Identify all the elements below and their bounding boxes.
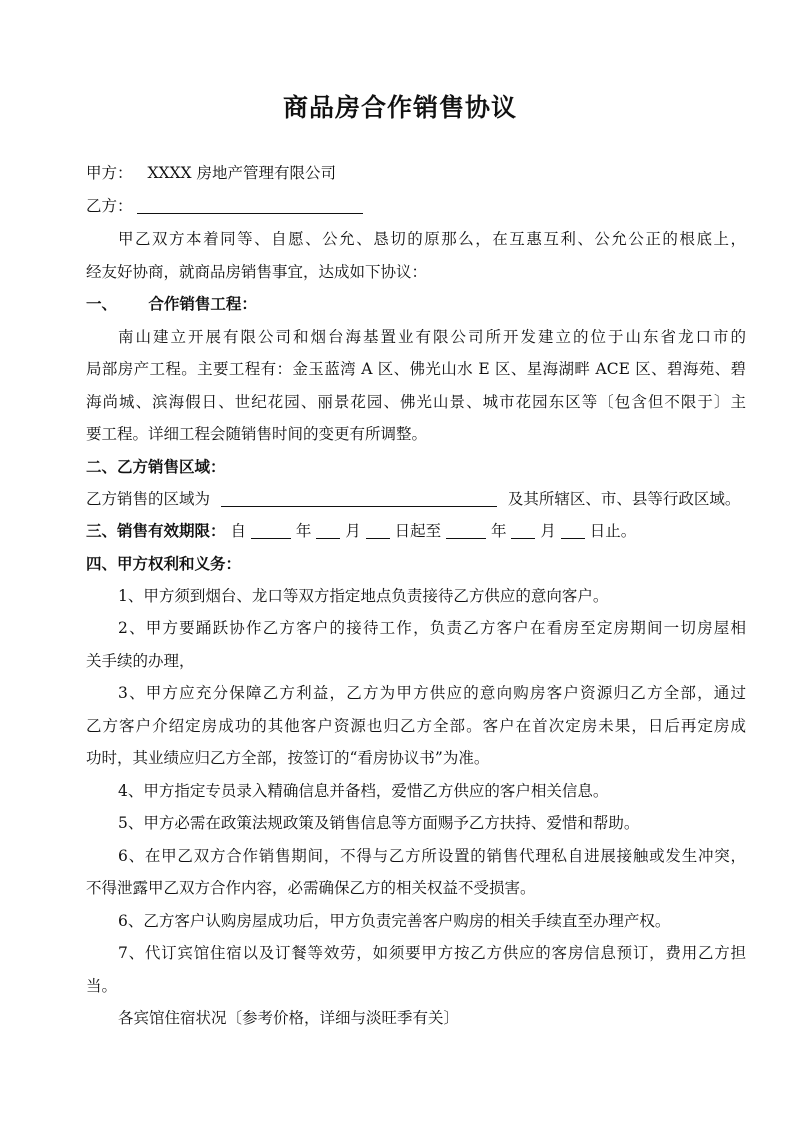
section2-line — [86, 489, 746, 509]
section4-item-4: 4、甲方指定专员录入精确信息并备档，爱惜乙方供应的客户相关信息。 — [118, 782, 609, 800]
section4-item-8-line-2: 当。 — [86, 977, 118, 995]
party-a-label: 甲方： — [86, 164, 133, 182]
section4-item-7: 6、乙方客户认购房屋成功后，甲方负责完善客户购房的相关手续直至办理产权。 — [118, 912, 671, 930]
document-title: 商品房合作销售协议 — [282, 93, 517, 122]
section4-item-6-line-2: 不得泄露甲乙双方合作内容，必需确保乙方的相关权益不受损害。 — [86, 879, 536, 897]
end-day-blank — [561, 522, 585, 539]
hotel-note: 各宾馆住宿状况〔参考价格，详细与淡旺季有关〕 — [118, 1009, 460, 1027]
section3-line — [86, 521, 746, 541]
section3-heading: 三、销售有效期限： — [86, 521, 226, 540]
section4-item-2-line-2: 关手续的办理， — [86, 652, 195, 670]
intro-line-1: 甲乙双方本着同等、自愿、公允、恳切的原那么，在互惠互利、公允公正的根底上， — [118, 230, 746, 248]
party-b-line — [86, 196, 746, 216]
end-year-blank — [446, 522, 486, 539]
section3-year-1: 年 — [295, 522, 312, 540]
start-month-blank — [316, 522, 340, 539]
section1-number: 一、 — [86, 294, 118, 313]
party-b-blank — [137, 197, 363, 214]
section3-year-2: 年 — [491, 522, 507, 540]
section2-suffix: 及其所辖区、市、县等行政区域。 — [507, 490, 741, 508]
section3-to: 日起至 — [394, 522, 442, 540]
section4-item-1: 1、甲方须到烟台、龙口等双方指定地点负责接待乙方供应的意向客户。 — [118, 587, 609, 605]
section2-region-blank — [221, 490, 497, 507]
party-a-name: XXXX 房地产管理有限公司 — [147, 164, 337, 182]
section3-from: 自 — [230, 522, 246, 540]
start-day-blank — [366, 522, 390, 539]
party-a-line — [86, 163, 746, 183]
section4-item-6-line-1: 6、在甲乙双方合作销售期间，不得与乙方所设置的销售代理私自进展接触或发生冲突， — [118, 847, 746, 865]
intro-line-2: 经友好协商，就商品房销售事宜，达成如下协议： — [86, 263, 428, 281]
start-year-blank — [251, 522, 291, 539]
section3-month-1: 月 — [345, 522, 361, 540]
section3-end: 日止。 — [589, 522, 637, 540]
section1-heading — [86, 294, 746, 314]
section4-item-2-line-1: 2、甲方要踊跃协作乙方客户的接待工作，负责乙方客户在看房至定房期间一切房屋相 — [118, 619, 746, 637]
section3-month-2: 月 — [540, 522, 556, 540]
section4-item-8-line-1: 7、代订宾馆住宿以及订餐等效劳，如须要甲方按乙方供应的客房信息预订，费用乙方担 — [118, 944, 746, 962]
end-month-blank — [511, 522, 535, 539]
section4-item-3-line-1: 3、甲方应充分保障乙方利益，乙方为甲方供应的意向购房客户资源归乙方全部，通过 — [118, 684, 746, 702]
section1-line-4: 要工程。详细工程会随销售时间的变更有所调整。 — [86, 425, 428, 443]
section1-title: 合作销售工程： — [148, 294, 257, 313]
section4-item-5: 5、甲方必需在政策法规政策及销售信息等方面赐予乙方扶持、爱惜和帮助。 — [118, 814, 640, 832]
section4-item-3-line-2: 乙方客户介绍定房成功的其他客户资源也归乙方全部。客户在首次定房未果，日后再定房成 — [86, 717, 746, 735]
section1-line-1: 南山建立开展有限公司和烟台海基置业有限公司所开发建立的位于山东省龙口市的 — [118, 328, 746, 346]
section4-heading: 四、甲方权利和义务： — [86, 554, 242, 573]
section2-heading: 二、乙方销售区域： — [86, 457, 226, 476]
section1-line-3: 海尚城、滨海假日、世纪花园、丽景花园、佛光山景、城市花园东区等〔包含但不限于〕主 — [86, 393, 746, 411]
section1-line-2: 局部房产工程。主要工程有：金玉蓝湾 A 区、佛光山水 E 区、星海湖畔 ACE 区、碧海苑、碧 — [86, 360, 746, 378]
party-b-label: 乙方： — [86, 197, 133, 215]
section4-item-3-line-3: 功时，其业绩应归乙方全部，按签订的“看房协议书”为准。 — [86, 749, 490, 767]
section2-prefix: 乙方销售的区域为 — [86, 490, 211, 508]
